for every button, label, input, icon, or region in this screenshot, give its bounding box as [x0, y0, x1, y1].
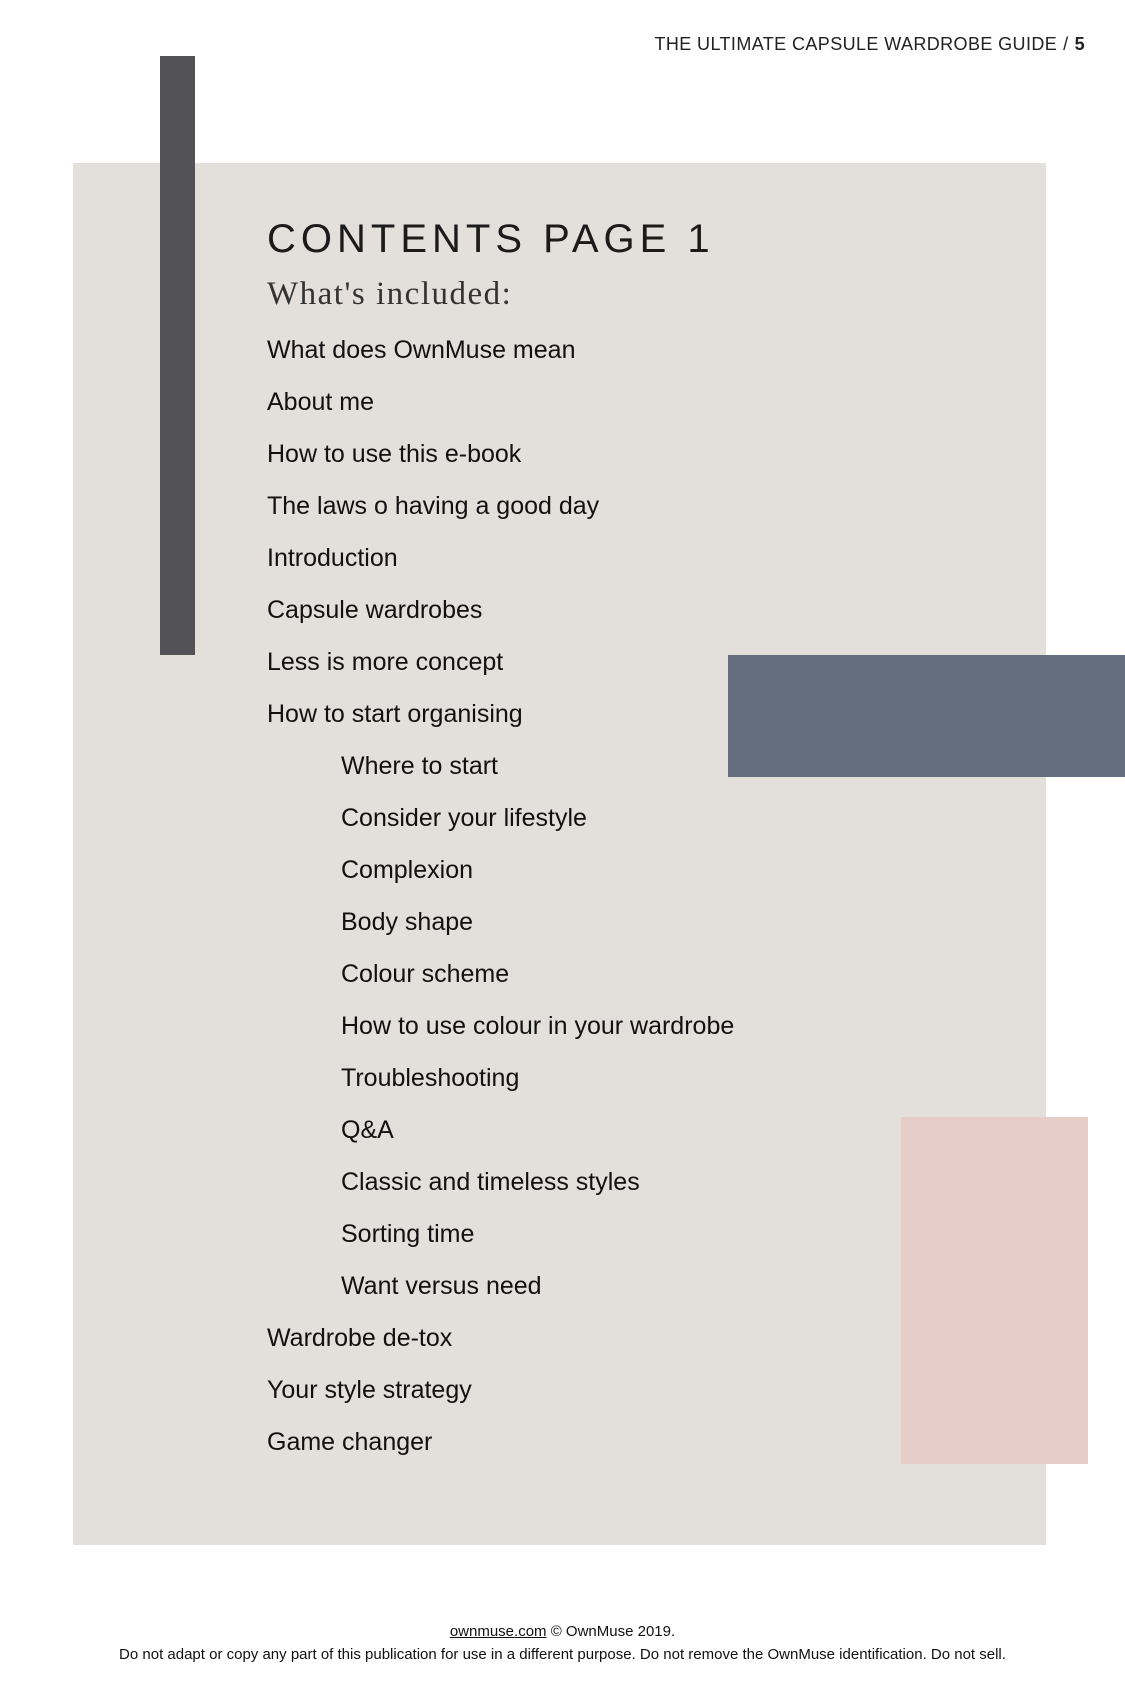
page-number: 5 — [1074, 34, 1085, 54]
header-separator: / — [1063, 34, 1069, 54]
toc-item[interactable]: About me — [267, 388, 375, 416]
toc-item[interactable]: Capsule wardrobes — [267, 596, 483, 624]
footer-notice: Do not adapt or copy any part of this publication for use in a different purpose. Do not remove the OwnMuse identification. Do not sell. — [119, 1646, 1006, 1663]
toc-subitem[interactable]: Colour scheme — [341, 960, 510, 988]
running-header — [654, 34, 1085, 55]
toc-item[interactable]: The laws o having a good day — [267, 492, 600, 520]
toc-item[interactable]: Introduction — [267, 544, 398, 572]
toc-item[interactable]: Your style strategy — [267, 1376, 472, 1404]
toc-item[interactable]: Less is more concept — [267, 648, 504, 676]
toc-item[interactable]: How to start organising — [267, 700, 523, 728]
toc-item[interactable]: Wardrobe de-tox — [267, 1324, 453, 1352]
contents-subtitle: What's included: — [267, 276, 513, 312]
footer-site-link[interactable]: ownmuse.com — [449, 1623, 547, 1640]
toc-subitem[interactable]: Classic and timeless styles — [341, 1168, 640, 1196]
toc-subitem[interactable]: Sorting time — [341, 1220, 475, 1248]
decorative-dark-bar — [160, 56, 195, 655]
toc-item[interactable]: How to use this e-book — [267, 440, 522, 468]
page-title: CONTENTS PAGE 1 — [267, 217, 715, 261]
guide-title: THE ULTIMATE CAPSULE WARDROBE GUIDE — [654, 34, 1058, 54]
table-of-contents — [267, 324, 987, 1468]
toc-subitem[interactable]: Want versus need — [341, 1272, 542, 1300]
toc-subitem[interactable]: Where to start — [341, 752, 498, 780]
toc-subitem[interactable]: Troubleshooting — [341, 1064, 520, 1092]
footer-copyright-line — [0, 1623, 1125, 1640]
toc-subitem[interactable]: Q&A — [341, 1116, 394, 1144]
toc-subitem[interactable]: Body shape — [341, 908, 474, 936]
toc-subitem[interactable]: Complexion — [341, 856, 474, 884]
toc-subitem[interactable]: Consider your lifestyle — [341, 804, 587, 832]
footer-copyright: © OwnMuse 2019. — [550, 1623, 676, 1640]
toc-item[interactable]: What does OwnMuse mean — [267, 336, 576, 364]
contents-section — [267, 212, 987, 1468]
toc-subitem[interactable]: How to use colour in your wardrobe — [341, 1012, 735, 1040]
toc-item[interactable]: Game changer — [267, 1428, 433, 1456]
